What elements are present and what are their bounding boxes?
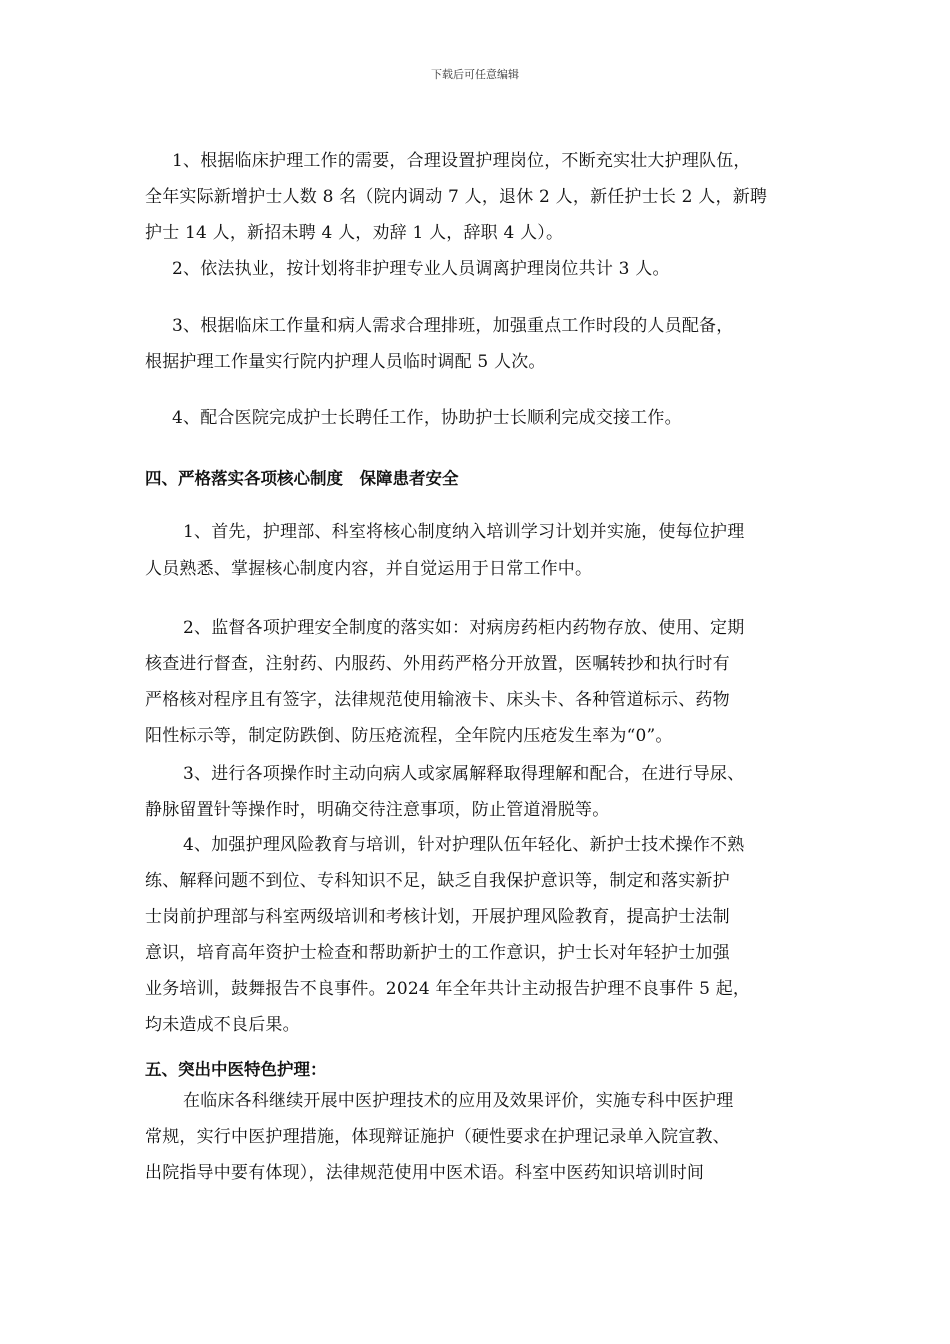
section-heading-5: 五、突出中医特色护理： (145, 1060, 327, 1079)
text-line: 4、配合医院完成护士长聘任工作，协助护士长顺利完成交接工作。 (172, 408, 682, 428)
text-line: 人员熟悉、掌握核心制度内容，并自觉运用于日常工作中。 (145, 559, 593, 579)
text-line: 静脉留置针等操作时，明确交待注意事项，防止管道滑脱等。 (145, 800, 610, 820)
text-line: 1、根据临床护理工作的需要，合理设置护理岗位，不断充实壮大护理队伍， (172, 151, 751, 171)
text-line: 业务培训，鼓舞报告不良事件。2024 年全年共计主动报告护理不良事件 5 起， (145, 979, 751, 999)
paragraph-core-system-1 (145, 519, 815, 582)
text-line: 根据护理工作量实行院内护理人员临时调配 5 人次。 (145, 352, 546, 372)
paragraph-core-system-2 (145, 615, 815, 749)
paragraph-staffing-3 (145, 313, 815, 375)
text-line: 4、加强护理风险教育与培训，针对护理队伍年轻化、新护士技术操作不熟 (183, 835, 745, 855)
text-line: 3、根据临床工作量和病人需求合理排班，加强重点工作时段的人员配备， (172, 316, 734, 336)
text-line: 士岗前护理部与科室两级培训和考核计划，开展护理风险教育，提高护士法制 (145, 907, 730, 927)
paragraph-core-system-4 (145, 832, 815, 1038)
text-line: 严格核对程序且有签字，法律规范使用输液卡、床头卡、各种管道标示、药物 (145, 690, 730, 710)
page-header: 下载后可任意编辑 (431, 68, 519, 81)
text-line: 核查进行督查，注射药、内服药、外用药严格分开放置，医嘱转抄和执行时有 (145, 654, 730, 674)
section-heading-4: 四、严格落实各项核心制度 保障患者安全 (145, 469, 459, 488)
paragraph-staffing-4 (145, 405, 815, 431)
text-line: 护士 14 人，新招未聘 4 人，劝辞 1 人，辞职 4 人）。 (145, 223, 564, 243)
text-line: 3、进行各项操作时主动向病人或家属解释取得理解和配合，在进行导尿、 (183, 764, 745, 784)
text-line: 练、解释问题不到位、专科知识不足，缺乏自我保护意识等，制定和落实新护 (145, 871, 730, 891)
paragraph-tcm-nursing (145, 1088, 815, 1186)
text-line: 意识，培育高年资护士检查和帮助新护士的工作意识，护士长对年轻护士加强 (145, 943, 730, 963)
text-line: 均未造成不良后果。 (145, 1015, 300, 1035)
text-line: 2、依法执业，按计划将非护理专业人员调离护理岗位共计 3 人。 (172, 259, 670, 279)
paragraph-staffing-1 (145, 148, 815, 246)
paragraph-staffing-2 (145, 256, 815, 282)
paragraph-core-system-3 (145, 761, 815, 823)
text-line: 在临床各科继续开展中医护理技术的应用及效果评价，实施专科中医护理 (183, 1091, 734, 1111)
text-line: 全年实际新增护士人数 8 名（院内调动 7 人，退休 2 人，新任护士长 2 人，新聘 (145, 187, 768, 207)
text-line: 2、监督各项护理安全制度的落实如：对病房药柜内药物存放、使用、定期 (183, 618, 745, 638)
text-line: 常规，实行中医护理措施，体现辩证施护（硬性要求在护理记录单入院宣教、 (145, 1127, 730, 1147)
text-line: 1、首先，护理部、科室将核心制度纳入培训学习计划并实施，使每位护理 (183, 522, 745, 542)
text-line: 出院指导中要有体现），法律规范使用中医术语。科室中医药知识培训时间 (145, 1163, 705, 1183)
text-line: 阳性标示等，制定防跌倒、防压疮流程，全年院内压疮发生率为“0”。 (145, 726, 673, 746)
